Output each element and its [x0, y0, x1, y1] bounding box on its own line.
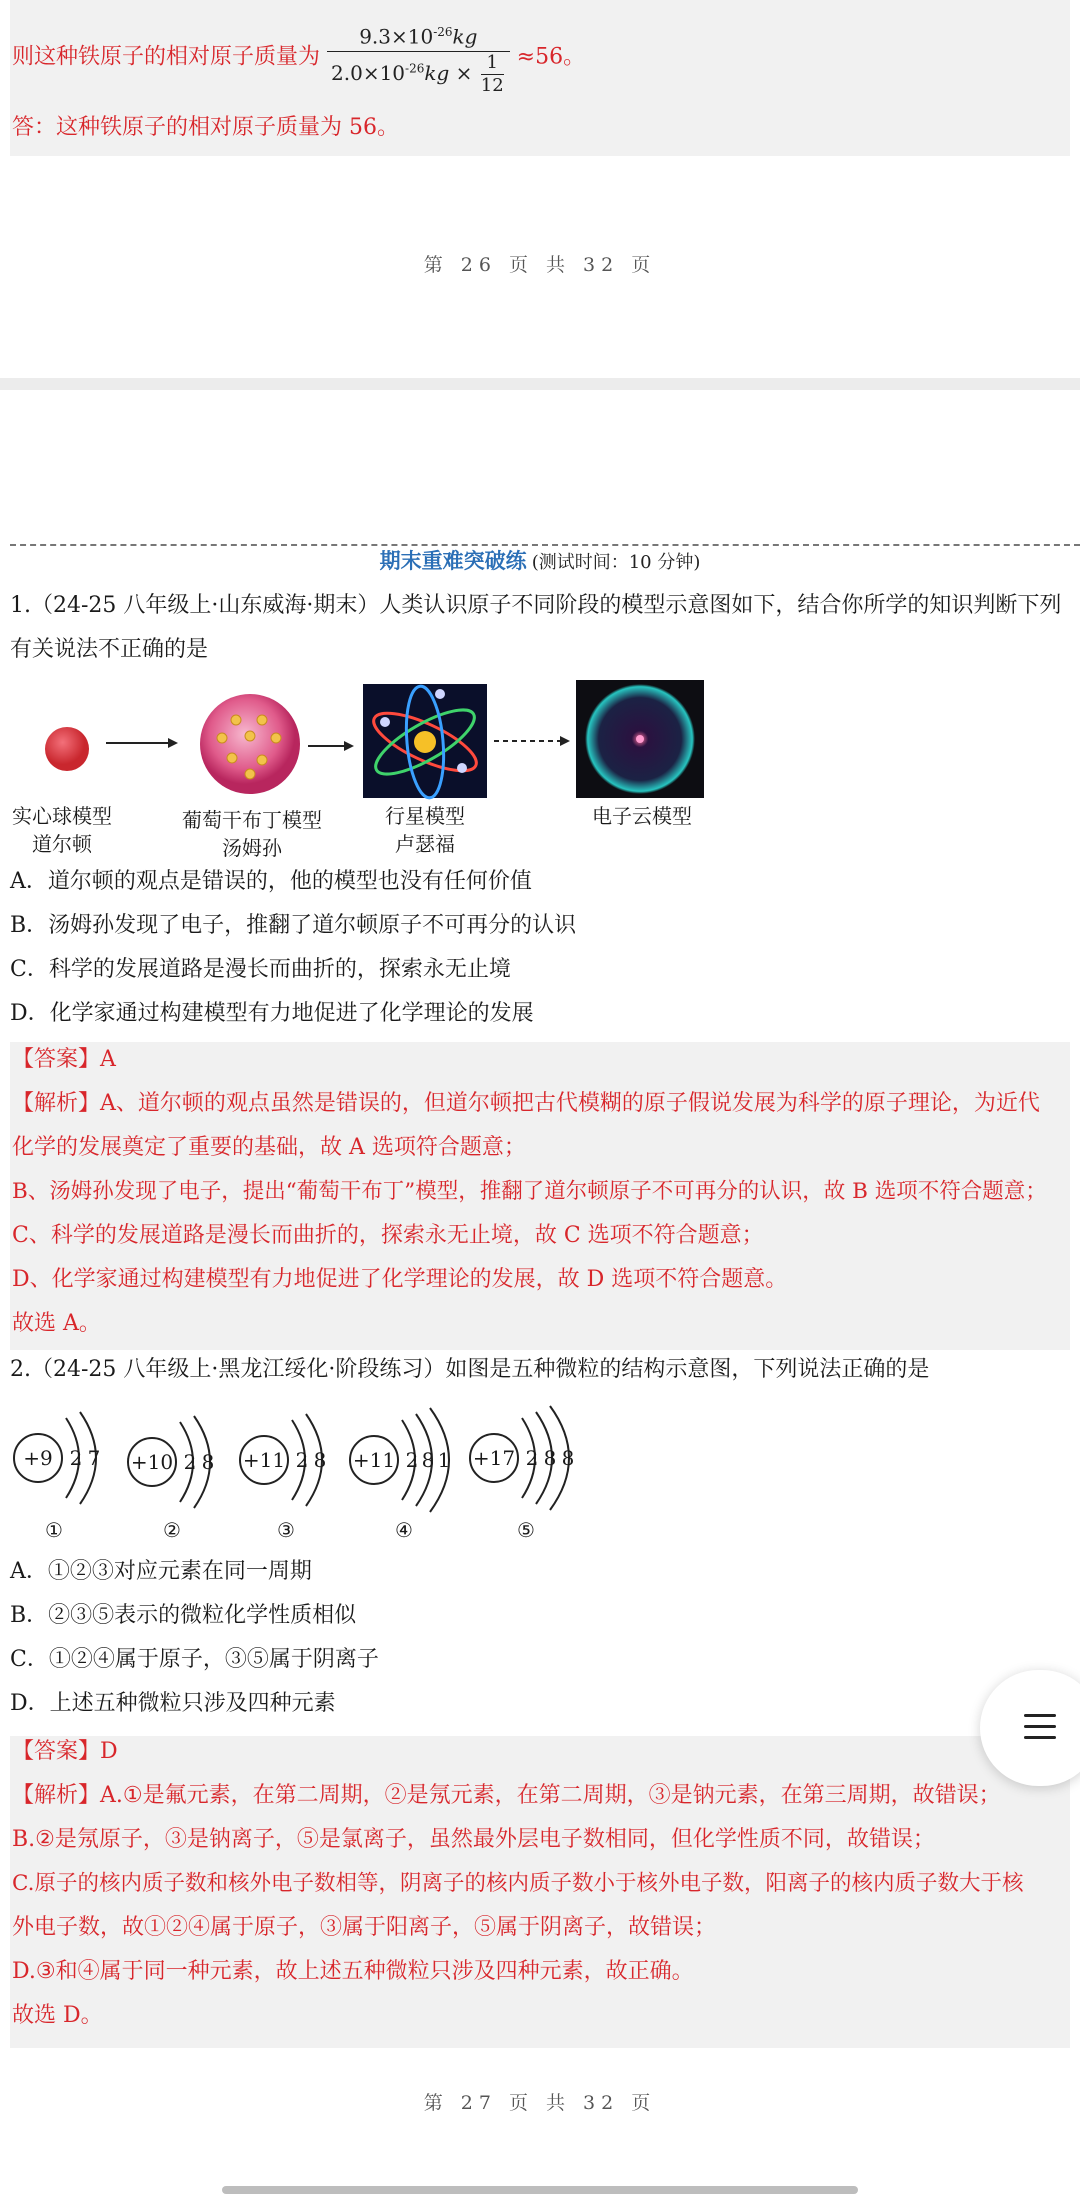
q2-option-b: B．②③⑤表示的微粒化学性质相似	[10, 1603, 357, 1628]
particle-1-nucleus: +9	[23, 1446, 53, 1470]
one-twelfth-fraction: $\frac{1}{12}$	[480, 51, 504, 96]
model-caption-4: 电子云模型	[592, 804, 692, 828]
particle-4-label: ④	[395, 1518, 413, 1542]
particle-2-label: ②	[163, 1518, 181, 1542]
q2-stem: 2.（24-25 八年级上·黑龙江绥化·阶段练习）如图是五种微粒的结构示意图，下列说法正确的是	[10, 1357, 930, 1382]
q1-option-d: D．化学家通过构建模型有力地促进了化学理论的发展	[10, 1001, 534, 1026]
calc-line	[12, 18, 585, 97]
q2-analysis-3: C.原子的核内质子数和核外电子数相等，阴离子的核内质子数小于核外电子数，阳离子的核内质子数大于核	[12, 1871, 1024, 1896]
particle-1-shell-1: 2	[69, 1446, 83, 1470]
particle-2-nucleus: +10	[130, 1450, 174, 1474]
q2-option-d: D．上述五种微粒只涉及四种元素	[10, 1691, 336, 1716]
page-number-26: 第 26 页 共 32 页	[423, 254, 657, 276]
model-caption-1: 实心球模型 道尔顿	[12, 804, 112, 856]
particle-3-shell-1: 2	[295, 1448, 309, 1472]
particle-diagrams-svg	[0, 1400, 600, 1550]
q2-analysis-5: D.③和④属于同一种元素，故上述五种微粒只涉及四种元素，故正确。	[12, 1959, 694, 1984]
q1-analysis-5: D、化学家通过构建模型有力地促进了化学理论的发展，故 D 选项不符合题意。	[12, 1267, 788, 1292]
q2-analysis-6: 故选 D。	[12, 2003, 103, 2028]
q1-analysis-4: C、科学的发展道路是漫长而曲折的，探索永无止境，故 C 选项不符合题意；	[12, 1223, 764, 1248]
particle-5-shell-2: 8	[543, 1446, 557, 1470]
particle-1-shell-2: 7	[87, 1446, 101, 1470]
particle-2-shell-2: 8	[201, 1450, 215, 1474]
prev-answer: 答：这种铁原子的相对原子质量为 56。	[12, 115, 399, 140]
particle-4-shell-2: 8	[421, 1448, 435, 1472]
particle-3-shell-2: 8	[313, 1448, 327, 1472]
q1-option-c: C．科学的发展道路是漫长而曲折的，探索永无止境	[10, 957, 511, 982]
q2-answer: 【答案】D	[12, 1739, 118, 1764]
page-separator	[0, 378, 1080, 390]
particle-4-nucleus: +11	[352, 1448, 396, 1472]
section-title: 期末重难突破练	[379, 549, 527, 573]
particle-4-shell-3: 1	[437, 1448, 451, 1472]
q2-analysis-1: 【解析】A.①是氟元素，在第二周期，②是氖元素，在第二周期，③是钠元素，在第三周期，故错误；	[12, 1783, 1001, 1808]
q1-analysis-2: 化学的发展奠定了重要的基础，故 A 选项符合题意；	[12, 1135, 526, 1160]
solid-sphere-model-icon	[45, 727, 89, 771]
page-number-27: 第 27 页 共 32 页	[423, 2092, 657, 2114]
q1-option-b: B．汤姆孙发现了电子，推翻了道尔顿原子不可再分的认识	[10, 913, 577, 938]
particle-diagrams	[0, 1400, 600, 1550]
section-time: (测试时间：10 分钟)	[531, 552, 701, 573]
q2-option-a: A．①②③对应元素在同一周期	[10, 1559, 312, 1584]
particle-2-shell-1: 2	[183, 1450, 197, 1474]
particle-5-shell-1: 2	[525, 1446, 539, 1470]
q1-stem-2: 有关说法不正确的是	[10, 637, 209, 662]
q1-option-a: A．道尔顿的观点是错误的，他的模型也没有任何价值	[10, 869, 532, 894]
q2-option-c: C．①②④属于原子，③⑤属于阴离子	[10, 1647, 379, 1672]
calc-result: ≈56。	[516, 44, 586, 70]
section-header	[0, 545, 1080, 579]
particle-3-label: ③	[277, 1518, 295, 1542]
hamburger-menu-icon	[1024, 1714, 1056, 1742]
home-indicator[interactable]	[222, 2186, 858, 2194]
particle-1-label: ①	[45, 1518, 63, 1542]
particle-5-nucleus: +17	[472, 1446, 516, 1470]
particle-3-nucleus: +11	[242, 1448, 286, 1472]
particle-4-shell-1: 2	[405, 1448, 419, 1472]
calc-prefix: 则这种铁原子的相对原子质量为	[12, 44, 321, 70]
q1-analysis-6: 故选 A。	[12, 1311, 101, 1336]
model-caption-2: 葡萄干布丁模型 汤姆孙	[182, 808, 322, 860]
q1-answer: 【答案】A	[12, 1047, 116, 1072]
model-caption-3: 行星模型 卢瑟福	[385, 804, 465, 856]
mass-fraction: $9.3\times 10^{-26}kg$ $2.0\times 10^{-26}kg$ × $\frac{1}{12}$	[327, 18, 510, 97]
q2-analysis-2: B.②是氖原子，③是钠离子，⑤是氯离子，虽然最外层电子数相同，但化学性质不同，故错误；	[12, 1827, 935, 1852]
particle-5-label: ⑤	[517, 1518, 535, 1542]
q1-analysis-1: 【解析】A、道尔顿的观点虽然是错误的，但道尔顿把古代模糊的原子假说发展为科学的原子理论，为近代	[12, 1091, 1040, 1116]
q1-stem-1: 1.（24-25 八年级上·山东威海·期末）人类认识原子不同阶段的模型示意图如下，结合你所学的知识判断下列	[10, 593, 1062, 618]
q1-analysis-3: B、汤姆孙发现了电子，提出“葡萄干布丁”模型，推翻了道尔顿原子不可再分的认识，故 B 选项不符合题意；	[12, 1179, 1047, 1204]
particle-5-shell-3: 8	[561, 1446, 575, 1470]
q2-analysis-4: 外电子数，故①②④属于原子，③属于阳离子，⑤属于阴离子，故错误；	[12, 1915, 717, 1940]
